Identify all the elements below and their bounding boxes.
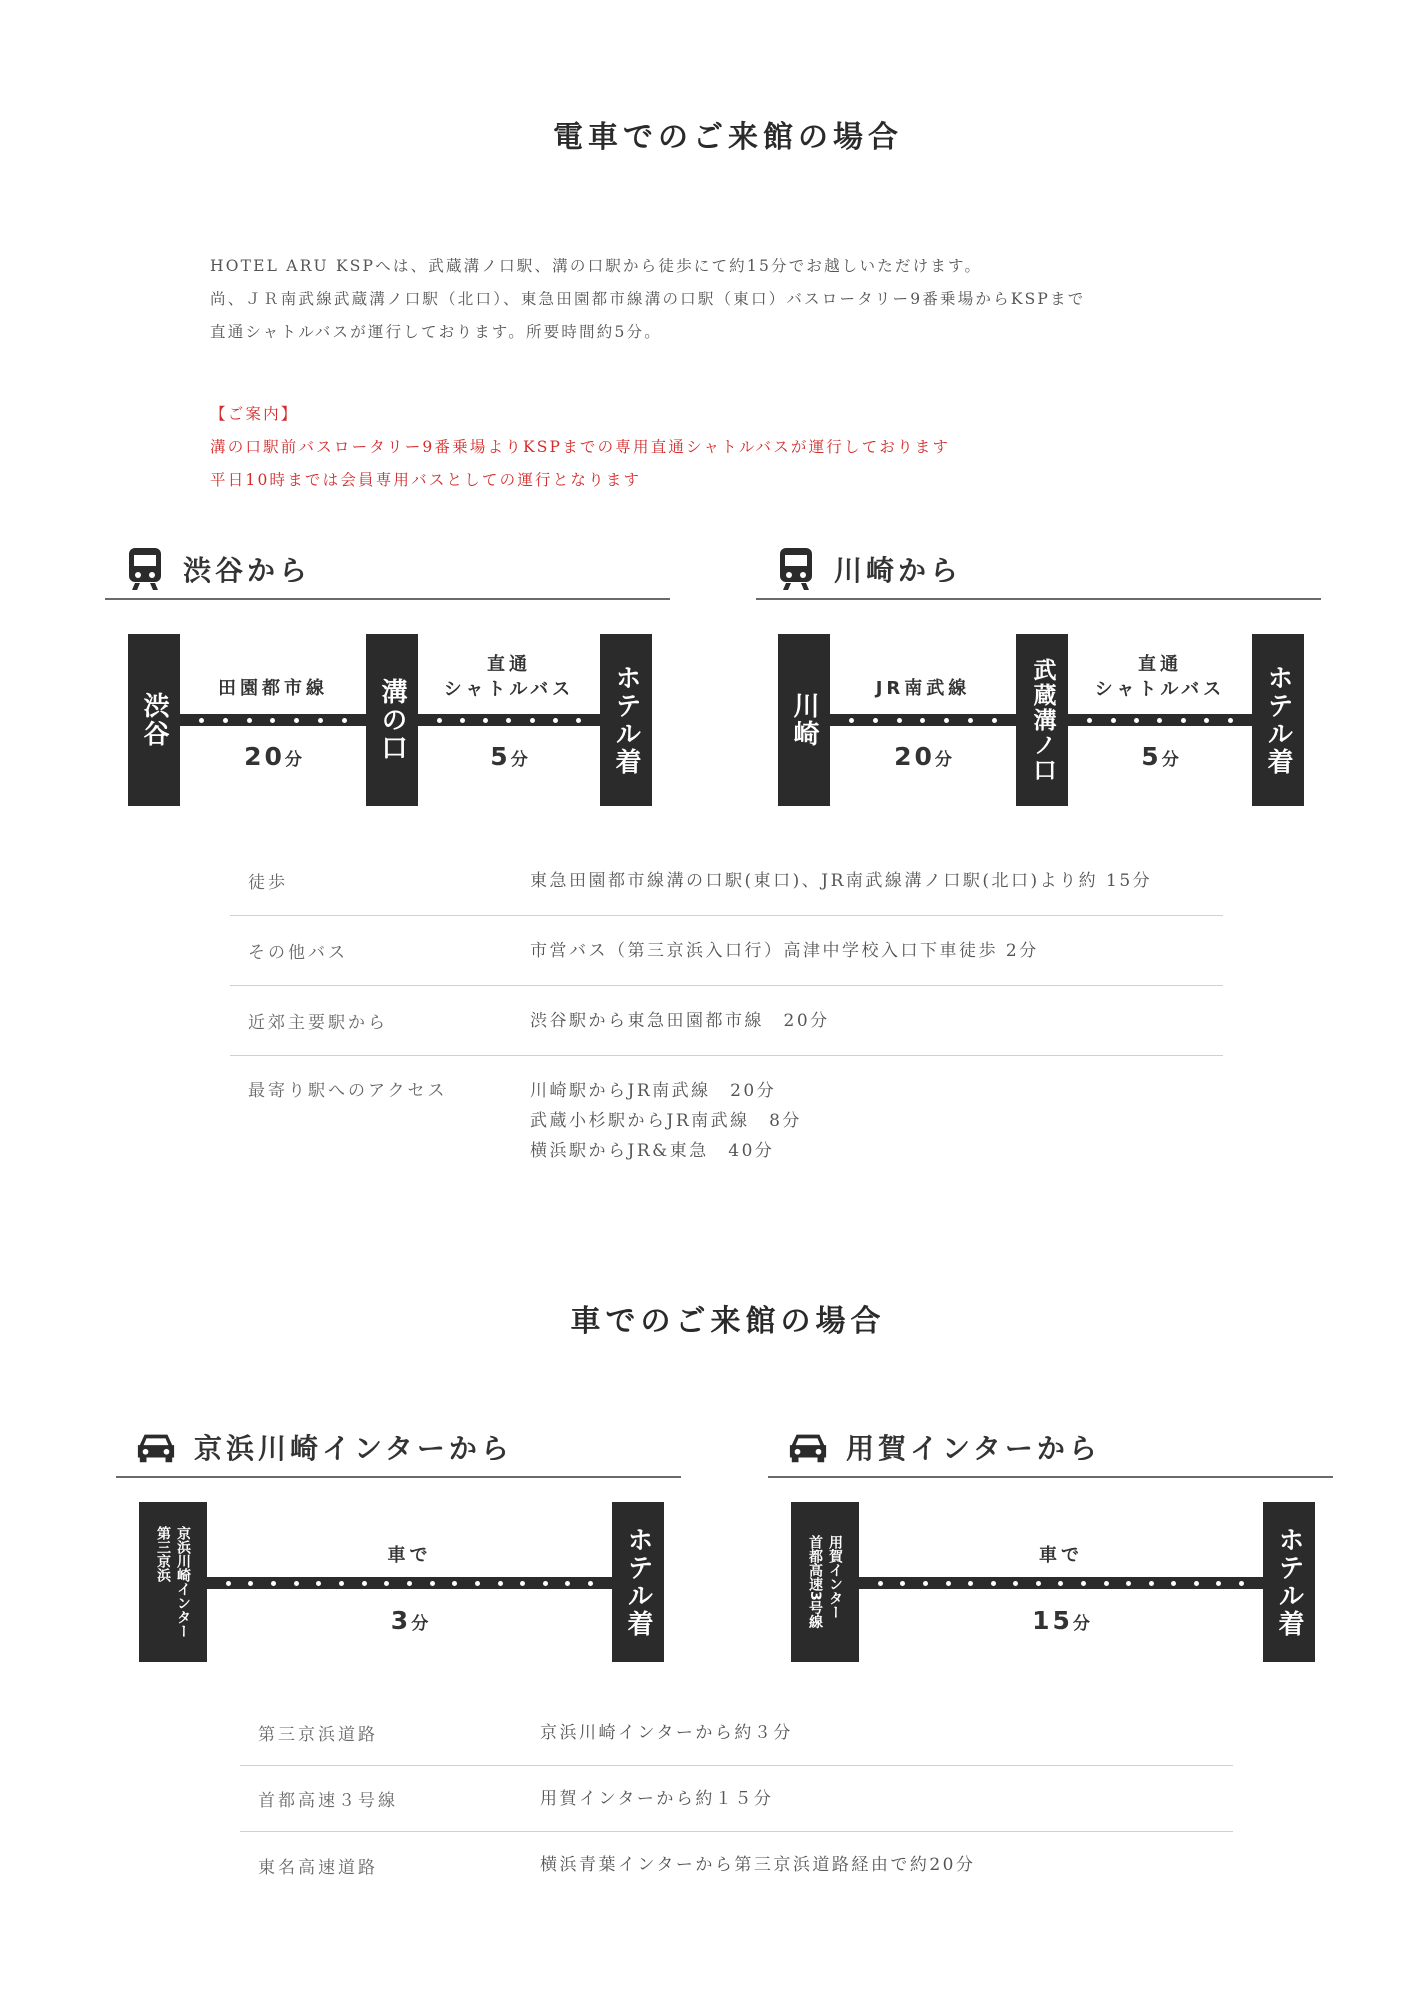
- destination-label: ホテル着: [1263, 664, 1293, 776]
- station-box-shibuya: [128, 634, 180, 806]
- route-track: [207, 1577, 612, 1589]
- intro-line: 直通シャトルバスが運行しております。所要時間約5分。: [210, 323, 662, 341]
- car-icon: [136, 1423, 176, 1471]
- start-sublabel: 第三京浜: [155, 1526, 171, 1582]
- station-name: 渋谷: [139, 692, 169, 748]
- start-label: 用賀インター: [827, 1535, 843, 1620]
- segment-line-label: 直通 シャトルバス: [443, 654, 575, 700]
- segment-time: 20分: [894, 742, 952, 771]
- destination-label: ホテル着: [623, 1526, 653, 1638]
- segment-time: 3分: [390, 1606, 429, 1635]
- route-heading-label: 川崎から: [834, 554, 963, 587]
- route-heading-label: 渋谷から: [183, 554, 312, 587]
- table-row: [240, 1832, 1233, 1898]
- row-label: 近郊主要駅から: [248, 1013, 388, 1033]
- row-value: 市営バス（第三京浜入口行）高津中学校入口下車徒歩 2分: [530, 940, 1039, 961]
- route-track: [180, 714, 366, 726]
- row-value: 京浜川崎インターから約３分: [540, 1722, 793, 1743]
- table-row: [240, 1700, 1233, 1766]
- train-access-table: [230, 846, 1223, 1166]
- row-label: その他バス: [248, 943, 348, 963]
- train-section-title: 電車でのご来館の場合: [553, 120, 903, 155]
- row-label: 首都高速３号線: [258, 1791, 398, 1811]
- start-sublabel: 首都高速3号線: [807, 1535, 823, 1629]
- row-value: 渋谷駅から東急田園都市線 20分: [530, 1010, 830, 1031]
- table-row: [230, 1056, 1223, 1166]
- station-box-mizonokuchi: [366, 634, 418, 806]
- car-icon: [788, 1423, 828, 1471]
- station-name: 武蔵溝ノ口: [1029, 657, 1056, 783]
- intro-line: 尚、ＪＲ南武線武蔵溝ノ口駅（北口）、東急田園都市線溝の口駅（東口）バスロータリー9番乗場からKSPまで: [210, 290, 1086, 308]
- station-name: 溝の口: [377, 678, 407, 762]
- route-track: [859, 1577, 1263, 1589]
- notice-line: 溝の口駅前バスロータリー9番乗場よりKSPまでの専用直通シャトルバスが運行しております: [210, 438, 951, 456]
- route-heading-kawasaki: [756, 540, 1321, 600]
- row-label: 最寄り駅へのアクセス: [248, 1081, 448, 1101]
- row-value: 東急田園都市線溝の口駅(東口)、JR南武線溝ノ口駅(北口)より約 15分: [530, 870, 1153, 891]
- station-box-musashi-mizonokuchi: [1016, 634, 1068, 806]
- row-value: 川崎駅からJR南武線 20分 武蔵小杉駅からJR南武線 8分 横浜駅からJR&東急 40分: [530, 1081, 802, 1161]
- segment-line-label: 田園都市線: [218, 678, 328, 699]
- station-box-kawasaki: [778, 634, 830, 806]
- table-row: [230, 986, 1223, 1056]
- route-heading-youga: [768, 1418, 1333, 1478]
- destination-box: [1263, 1502, 1315, 1662]
- route-heading-keihin: [116, 1418, 681, 1478]
- route-track: [418, 714, 600, 726]
- car-access-table: [240, 1700, 1233, 1898]
- route-heading-label: 京浜川崎インターから: [194, 1432, 513, 1465]
- destination-box: [1252, 634, 1304, 806]
- segment-time: 20分: [244, 742, 302, 771]
- segment-time: 5分: [1141, 742, 1179, 771]
- destination-label: ホテル着: [611, 664, 641, 776]
- segment-line-label: 車で: [387, 1545, 432, 1566]
- segment-time: 15分: [1032, 1606, 1090, 1635]
- train-icon: [125, 545, 165, 593]
- train-icon: [776, 545, 816, 593]
- route-heading-shibuya: [105, 540, 670, 600]
- segment-time: 5分: [490, 742, 528, 771]
- destination-box: [600, 634, 652, 806]
- station-name: 川崎: [789, 692, 819, 748]
- notice-heading: 【ご案内】: [210, 405, 299, 423]
- destination-box: [612, 1502, 664, 1662]
- row-label: 第三京浜道路: [258, 1725, 378, 1745]
- segment-line-label: 車で: [1039, 1545, 1083, 1566]
- table-row: [230, 846, 1223, 916]
- table-row: [230, 916, 1223, 986]
- start-box-keihin: [139, 1502, 207, 1662]
- row-value: 横浜青葉インターから第三京浜道路経由で約20分: [540, 1855, 976, 1875]
- car-section-title: 車でのご来館の場合: [570, 1304, 886, 1339]
- start-box-youga: [791, 1502, 859, 1662]
- destination-label: ホテル着: [1274, 1526, 1304, 1638]
- segment-line-label: JR南武線: [875, 678, 971, 699]
- row-label: 徒歩: [248, 873, 288, 893]
- start-label: 京浜川崎インター: [175, 1526, 191, 1638]
- train-intro: [210, 250, 1260, 349]
- route-track: [1068, 714, 1252, 726]
- row-label: 東名高速道路: [258, 1857, 378, 1878]
- intro-line: HOTEL ARU KSPへは、武蔵溝ノ口駅、溝の口駅から徒歩にて約15分でお越しいただけます。: [210, 257, 983, 275]
- table-row: [240, 1766, 1233, 1832]
- notice-block: [210, 398, 1260, 497]
- notice-line: 平日10時までは会員専用バスとしての運行となります: [210, 471, 642, 489]
- route-heading-label: 用賀インターから: [846, 1432, 1101, 1465]
- route-track: [830, 714, 1016, 726]
- row-value: 用賀インターから約１５分: [540, 1788, 774, 1809]
- segment-line-label: 直通 シャトルバス: [1094, 654, 1226, 700]
